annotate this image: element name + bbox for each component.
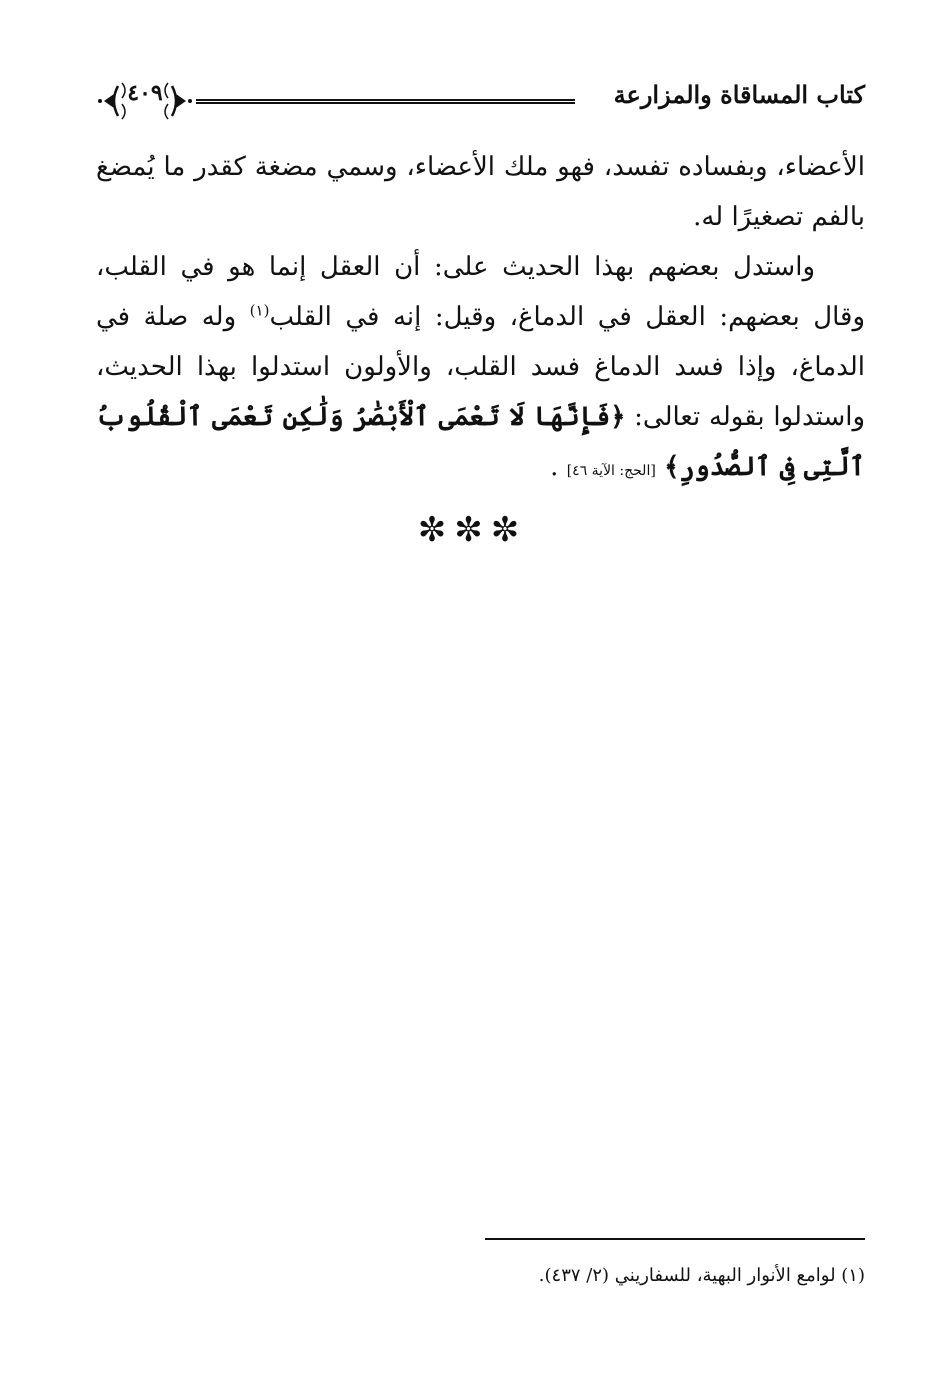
header-rule <box>196 99 575 104</box>
paragraph: الأعضاء، وبفساده تفسد، فهو ملك الأعضاء، وسمي مضغة كقدر ما يُمضغ بالفم تصغيرًا له. <box>96 152 865 232</box>
paragraph-end: . <box>550 452 559 482</box>
quran-verse: فَإِنَّهَا لَا تَعْمَى ٱلْأَبْصَٰرُ وَلَٰكِن تَعْمَى ٱلْقُلُوبُ ٱلَّتِى فِى ٱلصُّدُورِ <box>96 402 865 482</box>
main-text <box>96 142 865 496</box>
paragraph <box>96 242 865 496</box>
footnote: (١) لوامع الأنوار البهية، للسفاريني (٢/ ٤٣٧). <box>538 1265 865 1286</box>
verse-open-bracket: ﴿ <box>610 402 626 432</box>
verse-reference: [الحج: الآية ٤٦] <box>566 463 656 479</box>
paragraph-text: واستدل بعضهم بهذا الحديث على: أن العقل إنما هو في القلب، وقال بعضهم: العقل في الدماغ، وقيل: إنه في القلب <box>96 252 866 332</box>
verse-close-bracket: ﴾ <box>664 452 680 482</box>
section-separator: ✼✼✼ <box>417 510 528 550</box>
page-number: ٤٠٩ <box>127 80 163 106</box>
paragraph-text: وله صلة في الدماغ، وإذا فسد الدماغ فسد القلب، والأولون استدلوا بهذا الحديث، واستدلوا بقوله تعالى: <box>96 302 866 432</box>
footnote-divider <box>485 1238 865 1240</box>
running-header <box>96 72 865 128</box>
book-title: كتاب المساقاة والمزارعة <box>613 80 865 109</box>
footnote-reference: (١) <box>249 301 270 320</box>
